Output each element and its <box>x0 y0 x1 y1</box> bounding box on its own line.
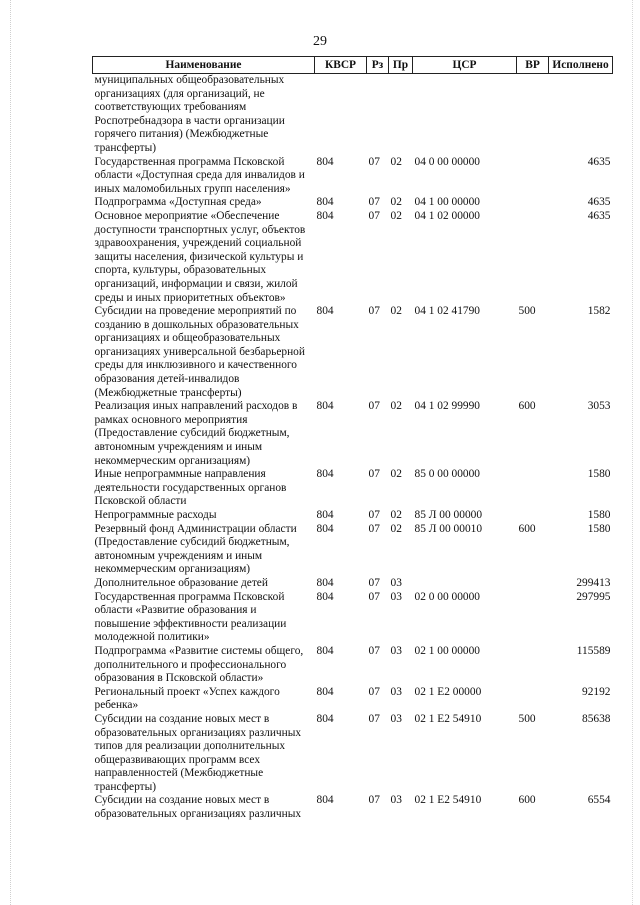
cell-csr: 04 0 00 00000 <box>414 155 480 168</box>
cell-sum: 4635 <box>587 209 611 222</box>
table-row <box>93 794 613 821</box>
table-row <box>93 74 613 156</box>
cell-vr <box>517 591 549 645</box>
cell-sum: 115589 <box>576 644 611 657</box>
cell-kvsr: 804 <box>316 155 334 168</box>
cell-csr: 02 1 Е2 00000 <box>414 685 482 698</box>
cell-pr: 02 <box>390 400 402 413</box>
cell-csr: 02 1 Е2 54910 <box>414 794 482 807</box>
cell-name: Дополнительное образование детей <box>94 576 268 589</box>
cell-name: Государственная программа Псковской области «Развитие образования и повышение эффективности реализации молодежной политики» <box>94 590 287 644</box>
table-row <box>93 523 613 577</box>
cell-name: Реализация иных направлений расходов в рамках основного мероприятия (Предоставление субсидий бюджетным, автономным учреждениям и иным некоммерческим организациям) <box>94 400 298 467</box>
cell-vr: 600 <box>518 794 536 807</box>
cell-vr: 500 <box>518 712 536 725</box>
cell-sum: 299413 <box>576 576 611 589</box>
cell-kvsr: 804 <box>316 509 334 521</box>
cell-pr: 02 <box>390 209 402 222</box>
cell-sum: 92192 <box>582 685 611 698</box>
cell-rz: 07 <box>368 590 380 603</box>
cell-csr: 04 1 00 00000 <box>414 196 480 209</box>
cell-vr <box>517 468 549 509</box>
cell-rz <box>367 74 389 156</box>
cell-csr: 04 1 02 99990 <box>414 400 480 413</box>
cell-name: Основное мероприятие «Обеспечение доступности транспортных услуг, объектов здравоохранения, учреждений социальной защиты населения, физической культуры и спорта, культуры, образовательных организаций, информации и связи, жилой среды и иных приоритетных объектов» <box>94 209 306 304</box>
table-header <box>93 57 613 74</box>
cell-rz: 07 <box>368 794 380 807</box>
cell-kvsr: 804 <box>316 685 334 698</box>
cell-sum: 6554 <box>587 794 611 807</box>
table-row <box>93 196 613 210</box>
header-vr: ВР <box>517 57 549 74</box>
cell-sum: 85638 <box>582 712 611 725</box>
cell-rz: 07 <box>368 196 380 209</box>
cell-kvsr: 804 <box>316 576 334 589</box>
cell-csr <box>413 577 517 591</box>
cell-csr: 85 Л 00 00000 <box>414 509 483 521</box>
cell-name: Региональный проект «Успех каждого ребенка» <box>94 685 280 712</box>
table-row <box>93 686 613 713</box>
cell-rz: 07 <box>368 468 380 481</box>
cell-csr: 85 0 00 00000 <box>414 468 480 481</box>
budget-table <box>92 56 613 822</box>
cell-vr <box>517 210 549 305</box>
cell-rz: 07 <box>368 685 380 698</box>
cell-kvsr: 804 <box>316 590 334 603</box>
cell-kvsr: 804 <box>316 209 334 222</box>
cell-rz: 07 <box>368 209 380 222</box>
cell-csr: 02 0 00 00000 <box>414 590 480 603</box>
cell-kvsr: 804 <box>316 522 334 535</box>
table-row <box>93 509 613 523</box>
cell-pr: 02 <box>390 522 402 535</box>
cell-pr: 02 <box>390 305 402 318</box>
table-row <box>93 305 613 400</box>
header-sum: Исполнено <box>549 57 613 74</box>
cell-csr: 02 1 Е2 54910 <box>414 712 482 725</box>
cell-rz: 07 <box>368 509 380 521</box>
cell-kvsr: 804 <box>316 644 334 657</box>
cell-pr: 02 <box>390 196 402 209</box>
cell-vr <box>517 156 549 197</box>
header-kvsr: КВСР <box>315 57 367 74</box>
cell-rz: 07 <box>368 305 380 318</box>
cell-kvsr: 804 <box>316 468 334 481</box>
cell-sum: 4635 <box>587 196 611 209</box>
cell-sum: 1580 <box>587 509 611 521</box>
cell-vr: 500 <box>518 305 536 318</box>
cell-pr: 02 <box>390 468 402 481</box>
header-pr: Пр <box>389 57 413 74</box>
cell-sum: 4635 <box>587 155 611 168</box>
scan-margin-left <box>10 0 12 905</box>
cell-kvsr: 804 <box>316 305 334 318</box>
cell-pr: 03 <box>390 590 402 603</box>
cell-kvsr: 804 <box>316 196 334 209</box>
cell-rz: 07 <box>368 644 380 657</box>
cell-vr <box>517 686 549 713</box>
cell-pr: 03 <box>390 576 402 589</box>
cell-pr: 02 <box>390 155 402 168</box>
page-number: 29 <box>313 34 327 49</box>
table-body <box>93 74 613 822</box>
cell-csr: 04 1 02 00000 <box>414 209 480 222</box>
cell-pr: 03 <box>390 794 402 807</box>
cell-pr: 03 <box>390 685 402 698</box>
cell-kvsr: 804 <box>316 712 334 725</box>
cell-pr: 02 <box>390 509 402 521</box>
cell-name: Непрограммные расходы <box>94 509 217 521</box>
cell-csr: 02 1 00 00000 <box>414 644 480 657</box>
table-row <box>93 645 613 686</box>
cell-name: Подпрограмма «Доступная среда» <box>94 196 262 209</box>
table-row <box>93 468 613 509</box>
cell-rz: 07 <box>368 712 380 725</box>
cell-vr <box>517 74 549 156</box>
cell-sum <box>549 74 613 156</box>
cell-name: муниципальных общеобразовательных организациях (для организаций, не соответствующих требованиям Роспотребнадзора в части организации горячего питания) (Межбюджетные трансферты) <box>94 74 285 154</box>
cell-csr: 04 1 02 41790 <box>414 305 480 318</box>
table-row <box>93 400 613 468</box>
cell-pr: 03 <box>390 644 402 657</box>
cell-vr <box>517 645 549 686</box>
cell-sum: 297995 <box>576 590 611 603</box>
header-name: Наименование <box>93 57 315 74</box>
cell-kvsr: 804 <box>316 794 334 807</box>
cell-name: Субсидии на создание новых мест в образовательных организациях различных <box>94 794 302 821</box>
table-row <box>93 577 613 591</box>
cell-pr: 03 <box>390 712 402 725</box>
cell-name: Государственная программа Псковской области «Доступная среда для инвалидов и иных маломобильных групп населения» <box>94 155 305 195</box>
cell-name: Иные непрограммные направления деятельности государственных органов Псковской области <box>94 468 287 508</box>
cell-kvsr: 804 <box>316 400 334 413</box>
table-row <box>93 591 613 645</box>
cell-vr <box>517 577 549 591</box>
table-row <box>93 713 613 795</box>
cell-vr: 600 <box>518 400 536 413</box>
cell-name: Подпрограмма «Развитие системы общего, дополнительного и профессионального образования в Псковской области» <box>94 644 304 685</box>
cell-sum: 1580 <box>587 522 611 535</box>
cell-vr <box>517 509 549 523</box>
cell-rz: 07 <box>368 576 380 589</box>
cell-vr: 600 <box>518 522 536 535</box>
cell-pr <box>389 74 413 156</box>
table-row <box>93 210 613 305</box>
scan-margin-right <box>632 0 634 905</box>
table-row <box>93 156 613 197</box>
cell-name: Субсидии на проведение мероприятий по созданию в дошкольных образовательных организациях и общеобразовательных организациях универсальной безбарьерной среды для инклюзивного и качественного образования детей-инвалидов (Межбюджетные трансферты) <box>94 305 305 399</box>
cell-sum: 3053 <box>587 400 611 413</box>
cell-vr <box>517 196 549 210</box>
cell-sum: 1580 <box>587 468 611 481</box>
header-rz: Рз <box>367 57 389 74</box>
cell-kvsr <box>315 74 367 156</box>
cell-csr: 85 Л 00 00010 <box>414 522 483 535</box>
cell-rz: 07 <box>368 522 380 535</box>
cell-sum: 1582 <box>587 305 611 318</box>
cell-csr <box>413 74 517 156</box>
cell-rz: 07 <box>368 400 380 413</box>
cell-rz: 07 <box>368 155 380 168</box>
header-csr: ЦСР <box>413 57 517 74</box>
cell-name: Субсидии на создание новых мест в образовательных организациях различных типов для реализации дополнительных общеразвивающих программ всех направленностей (Межбюджетные трансферты) <box>94 712 302 793</box>
cell-name: Резервный фонд Администрации области (Предоставление субсидий бюджетным, автономным учреждениям и иным некоммерческим организациям) <box>94 522 297 576</box>
